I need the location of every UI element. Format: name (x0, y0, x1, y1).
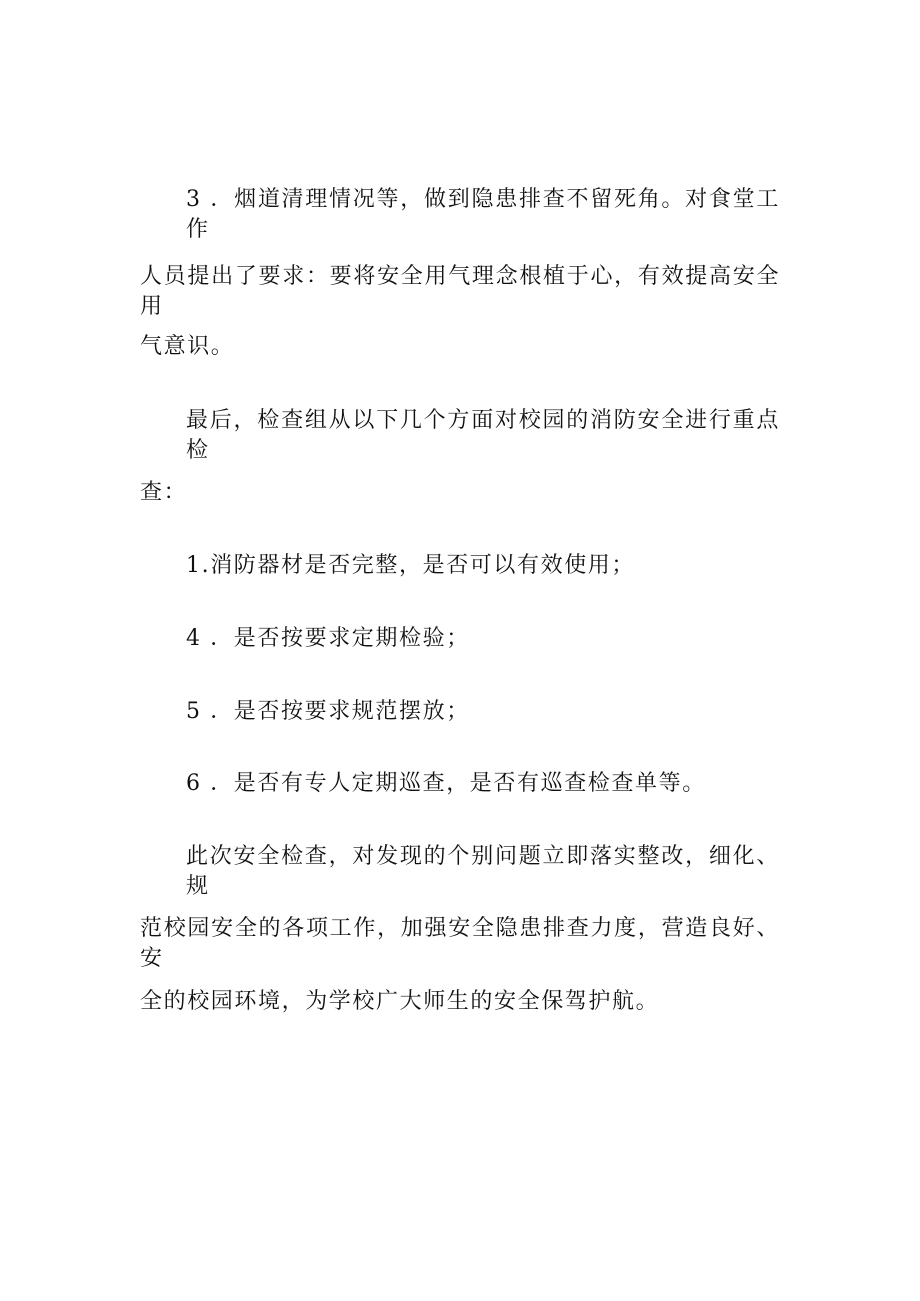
list-item-6: 6 ．是否有专人定期巡查，是否有巡查检查单等。 (186, 771, 706, 796)
list-item-1: 1.消防器材是否完整，是否可以有效使用； (186, 553, 635, 578)
paragraph-2-line-2: 查： (140, 480, 188, 505)
paragraph-1-line-3: 气意识。 (140, 334, 235, 359)
paragraph-3-line-3: 全的校园环境，为学校广大师生的安全保驾护航。 (140, 989, 660, 1014)
paragraph-1-line-2: 人员提出了要求：要将安全用气理念根植于心，有效提高安全用 (140, 264, 780, 319)
paragraph-2-line-1: 最后，检查组从以下几个方面对校园的消防安全进行重点检 (186, 408, 780, 463)
paragraph-3-line-2: 范校园安全的各项工作，加强安全隐患排查力度，营造良好、安 (140, 916, 780, 971)
paragraph-1-line-1: 3 ．烟道清理情况等，做到隐患排查不留死角。对食堂工作 (186, 187, 780, 242)
list-item-5: 5 ．是否按要求规范摆放； (186, 699, 470, 724)
list-item-4: 4 ．是否按要求定期检验； (186, 626, 470, 651)
paragraph-3-line-1: 此次安全检查，对发现的个别问题立即落实整改，细化、规 (186, 844, 780, 899)
